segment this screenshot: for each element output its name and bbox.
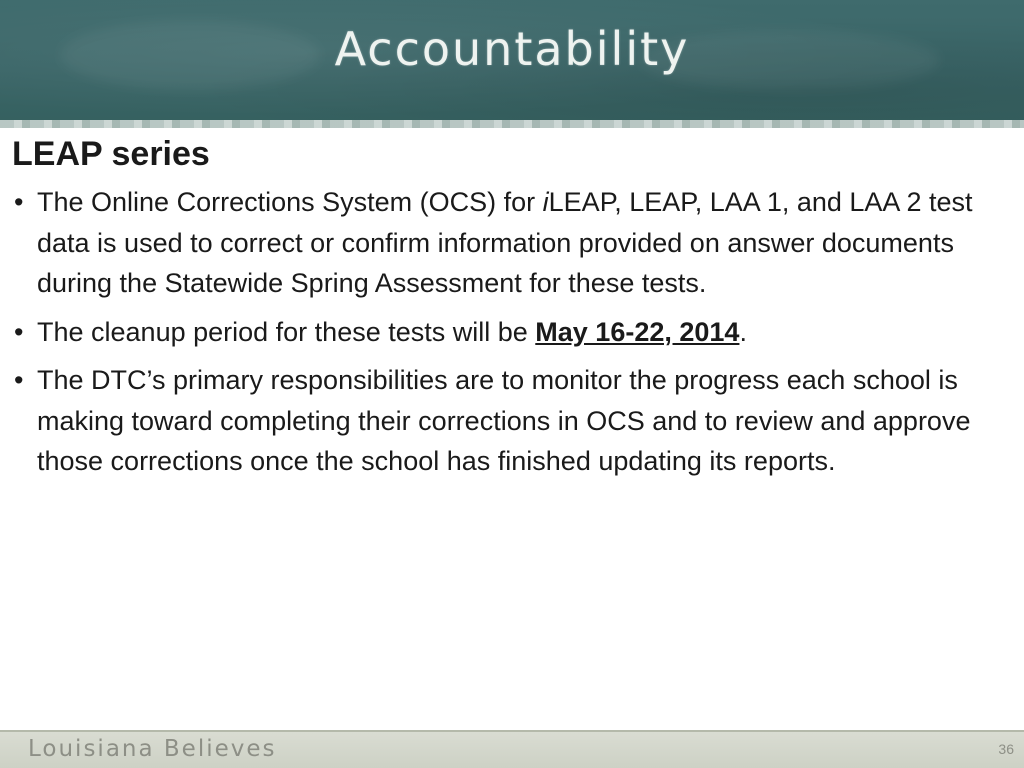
section-heading: LEAP series <box>12 135 210 173</box>
bullet-icon: • <box>14 316 24 347</box>
slide-title: Accountability <box>334 22 690 76</box>
footer-brand: Louisiana Believes <box>28 736 277 762</box>
page-number: 36 <box>998 741 1014 757</box>
chalkboard-edge <box>0 120 1024 128</box>
bullet-item-cleanup <box>12 312 1012 353</box>
bullet-item-ocs <box>12 182 1012 304</box>
cleanup-date: May 16-22, 2014 <box>535 316 740 347</box>
bullet-text: The DTC’s primary responsibilities are to monitor the progress each school is making toward completing their corrections in OCS and to review and approve those corrections once the school has finished updating its reports. <box>37 365 971 476</box>
slide-body <box>12 132 1012 490</box>
bullet-text: LEAP, LEAP, LAA 1, and LAA 2 test data is used to correct or confirm information provided on answer documents during the Statewide Spring Assessment for these tests. <box>37 187 973 298</box>
bullet-icon: • <box>14 365 24 395</box>
bullet-item-dtc <box>12 360 1012 482</box>
bullet-list <box>12 182 1012 482</box>
footer-bar <box>0 730 1024 768</box>
bullet-icon: • <box>14 187 24 217</box>
italic-prefix: i <box>542 187 549 217</box>
chalkboard-header <box>0 0 1024 128</box>
bullet-text: The Online Corrections System (OCS) for <box>37 187 543 217</box>
bullet-text: The cleanup period for these tests will be <box>37 316 536 347</box>
bullet-text: . <box>739 316 747 347</box>
